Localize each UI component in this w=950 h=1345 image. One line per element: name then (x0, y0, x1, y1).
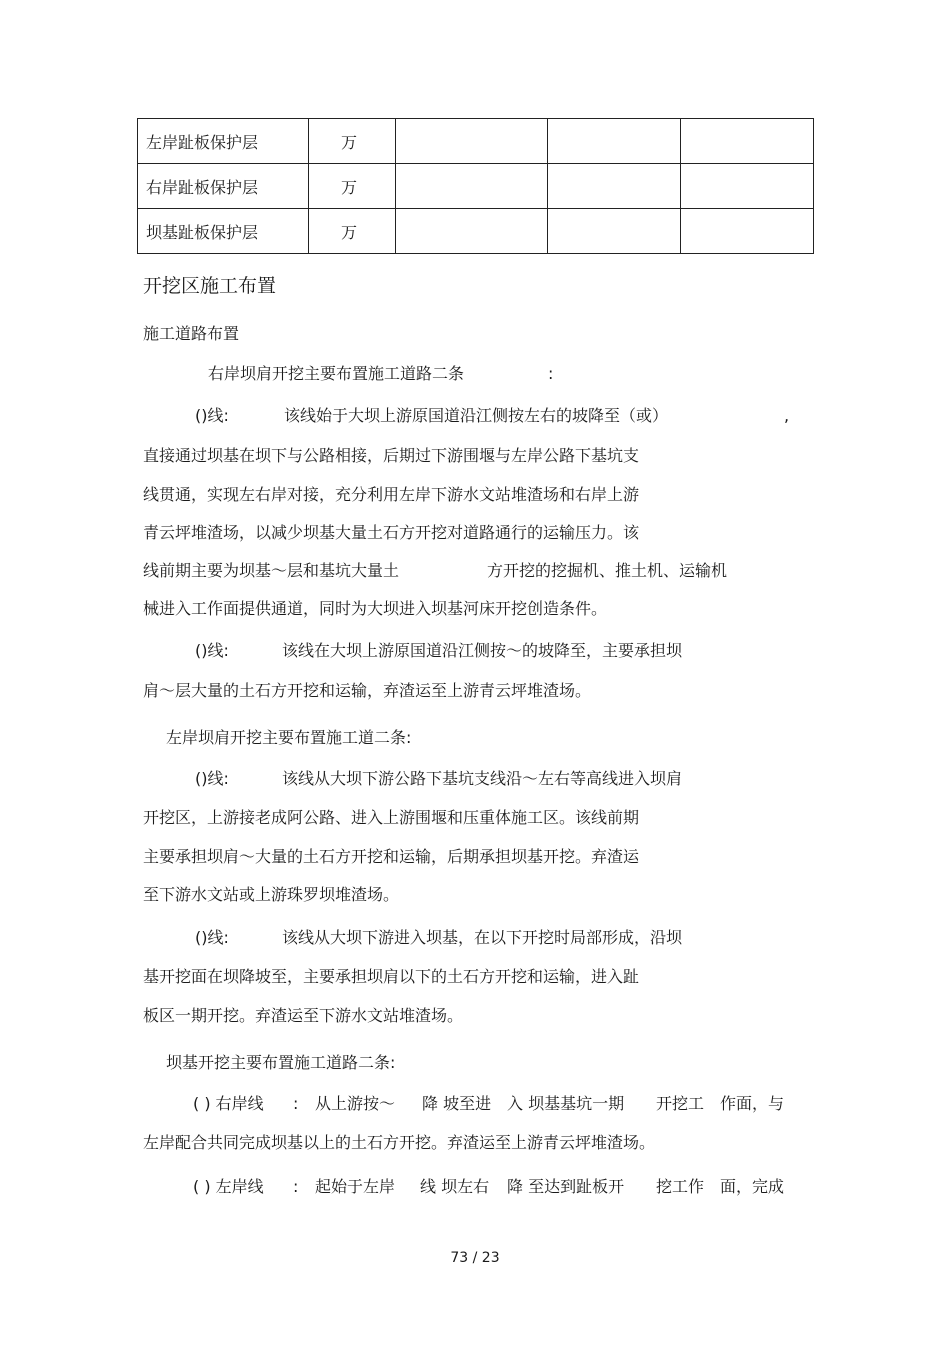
paragraph-line: 至下游水文站或上游珠罗坝堆渣场。 (143, 885, 400, 904)
dam-base-intro: 坝基开挖主要布置施工道路二条: (166, 1053, 396, 1072)
paragraph-line: 肩～层大量的土石方开挖和运输，弃渣运至上游青云坪堆渣场。 (143, 681, 592, 700)
paragraph-line: 该线始于大坝上游原国道沿江侧按左右的坡降至（或） (284, 406, 669, 425)
paragraph-line: 基开挖面在坝降坡至，主要承担坝肩以下的土石方开挖和运输，进入趾 (143, 967, 640, 986)
paragraph-line: 作面，与 (720, 1094, 785, 1113)
section-title: 开挖区施工布置 (143, 275, 277, 297)
paragraph-line: 降 至达到趾板开 (507, 1177, 625, 1196)
table-row (138, 209, 814, 254)
table-cell-name: 坝基趾板保护层 (138, 209, 309, 254)
paragraph-line: 面，完成 (720, 1177, 785, 1196)
table-cell-unit: 万 (309, 209, 395, 254)
paragraph-line: 降 坡至进 (422, 1094, 492, 1113)
paragraph-line: 械进入工作面提供通道，同时为大坝进入坝基河床开挖创造条件。 (143, 599, 608, 618)
paragraph-line: 从上游按～ (315, 1094, 396, 1113)
paragraph-line: 开挖工 (656, 1094, 705, 1113)
paragraph-line: 入 坝基基坑一期 (507, 1094, 625, 1113)
table-cell (547, 164, 680, 209)
paragraph-line: 该线从大坝下游进入坝基，在以下开挖时局部形成，沿坝 (282, 928, 683, 947)
paragraph-line: 线贯通，实现左右岸对接，充分利用左岸下游水文站堆渣场和右岸上游 (143, 485, 640, 504)
table-row (138, 164, 814, 209)
road-label: ( ) 右岸线 (193, 1094, 264, 1113)
paragraph-line: 线 坝左右 (420, 1177, 490, 1196)
road-label: ()线: (195, 641, 229, 660)
paragraph-line: 方开挖的挖掘机、推土机、运输机 (487, 561, 728, 580)
table-cell (680, 164, 813, 209)
paragraph-line: 直接通过坝基在坝下与公路相接，后期过下游围堰与左岸公路下基坑支 (143, 446, 640, 465)
table-row (138, 119, 814, 164)
table-cell-unit: 万 (309, 119, 395, 164)
table-cell (547, 119, 680, 164)
right-bank-intro: 右岸坝肩开挖主要布置施工道路二条 (208, 364, 465, 383)
table-cell (395, 209, 547, 254)
paragraph-line: 主要承担坝肩～大量的土石方开挖和运输，后期承担坝基开挖。弃渣运 (143, 847, 640, 866)
table-cell (547, 209, 680, 254)
road-label: ( ) 左岸线 (193, 1177, 264, 1196)
paragraph-line: 该线从大坝下游公路下基坑支线沿～左右等高线进入坝肩 (282, 769, 683, 788)
paragraph-line: 挖工作 (656, 1177, 705, 1196)
subsection-title: 施工道路布置 (143, 324, 240, 343)
right-bank-intro-colon: : (548, 364, 554, 383)
paragraph-line: : (293, 1177, 299, 1196)
paragraph-line: 左岸配合共同完成坝基以上的土石方开挖。弃渣运至上游青云坪堆渣场。 (143, 1133, 656, 1152)
road-label: ()线: (195, 928, 229, 947)
road-label: ()线: (195, 406, 229, 425)
paragraph-line: 开挖区，上游接老成阿公路、进入上游围堰和压重体施工区。该线前期 (143, 808, 640, 827)
page-number: 73 / 23 (450, 1250, 500, 1266)
paragraph-line: , (784, 406, 790, 425)
paragraph-line: 起始于左岸 (315, 1177, 396, 1196)
table-cell (680, 209, 813, 254)
paragraph-line: 线前期主要为坝基～层和基坑大量土 (143, 561, 400, 580)
table-cell-unit: 万 (309, 164, 395, 209)
table-cell-name: 左岸趾板保护层 (138, 119, 309, 164)
paragraph-line: : (293, 1094, 299, 1113)
table-cell (395, 164, 547, 209)
paragraph-line: 该线在大坝上游原国道沿江侧按～的坡降至，主要承担坝 (282, 641, 683, 660)
quantity-table (137, 118, 814, 254)
table-cell-name: 右岸趾板保护层 (138, 164, 309, 209)
table-cell (395, 119, 547, 164)
left-bank-intro: 左岸坝肩开挖主要布置施工道二条: (166, 728, 412, 747)
road-label: ()线: (195, 769, 229, 788)
table-cell (680, 119, 813, 164)
paragraph-line: 青云坪堆渣场，以减少坝基大量土石方开挖对道路通行的运输压力。该 (143, 523, 640, 542)
paragraph-line: 板区一期开挖。弃渣运至下游水文站堆渣场。 (143, 1006, 464, 1025)
